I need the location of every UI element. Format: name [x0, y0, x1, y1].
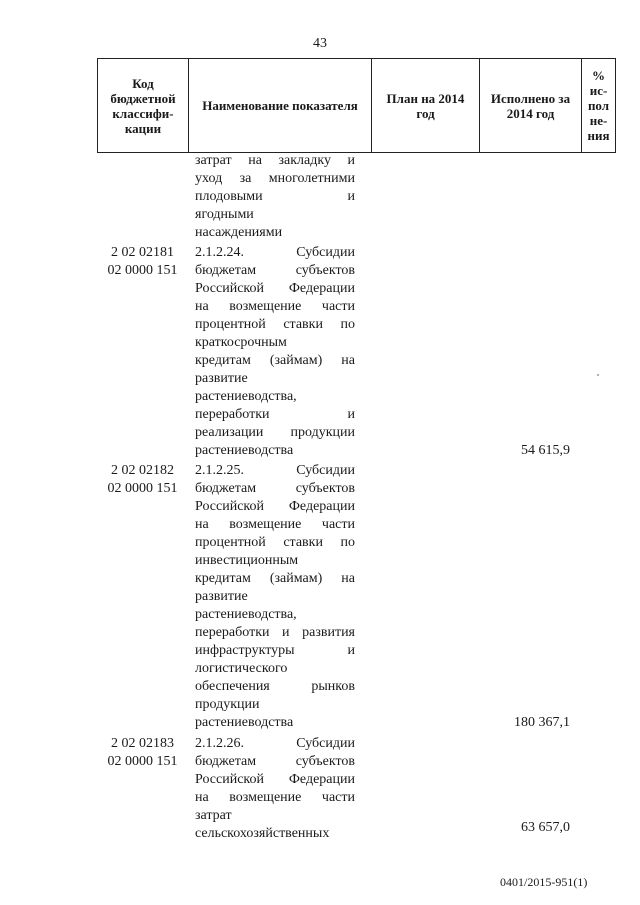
- row-exec-value: 54 615,9: [521, 443, 570, 458]
- header-percent: % ис- пол не- ния: [582, 59, 616, 153]
- row-exec-value: 180 367,1: [514, 715, 570, 730]
- header-plan: План на 2014 год: [372, 59, 480, 153]
- row-name: 2.1.2.24. Субсидии бюджетам субъектов Российской Федерации на возмещение части процентной ставки по краткосрочным кредитам (займам) на развитие растениеводства, переработки и реализации продукции растениеводства: [195, 245, 355, 458]
- row-code: 2 02 02183 02 0000 151: [107, 736, 178, 769]
- row-exec-value: 63 657,0: [521, 820, 570, 835]
- header-code: Код бюджетной классифи- кации: [98, 59, 189, 153]
- row-name: 2.1.2.26. Субсидии бюджетам субъектов Российской Федерации на возмещение части затрат сельскохозяйственных: [195, 736, 355, 841]
- row-name: затрат на закладку и уход за многолетними плодовыми и ягодными насаждениями: [195, 153, 355, 240]
- page-number: 43: [313, 36, 327, 51]
- table-header: [97, 58, 616, 153]
- header-exec: Исполнено за 2014 год: [480, 59, 582, 153]
- row-code: 2 02 02181 02 0000 151: [107, 245, 178, 278]
- row-code: 2 02 02182 02 0000 151: [107, 463, 178, 496]
- header-name: Наименование показателя: [189, 59, 372, 153]
- document-code: 0401/2015-951(1): [500, 875, 588, 889]
- scan-speck: [597, 374, 599, 376]
- row-name: 2.1.2.25. Субсидии бюджетам субъектов Российской Федерации на возмещение части процентной ставки по инвестиционным кредитам (займам) на развитие растениеводства, переработки и развития инфраструктуры и логистического обеспечения рынков продукции растениеводства: [195, 463, 355, 730]
